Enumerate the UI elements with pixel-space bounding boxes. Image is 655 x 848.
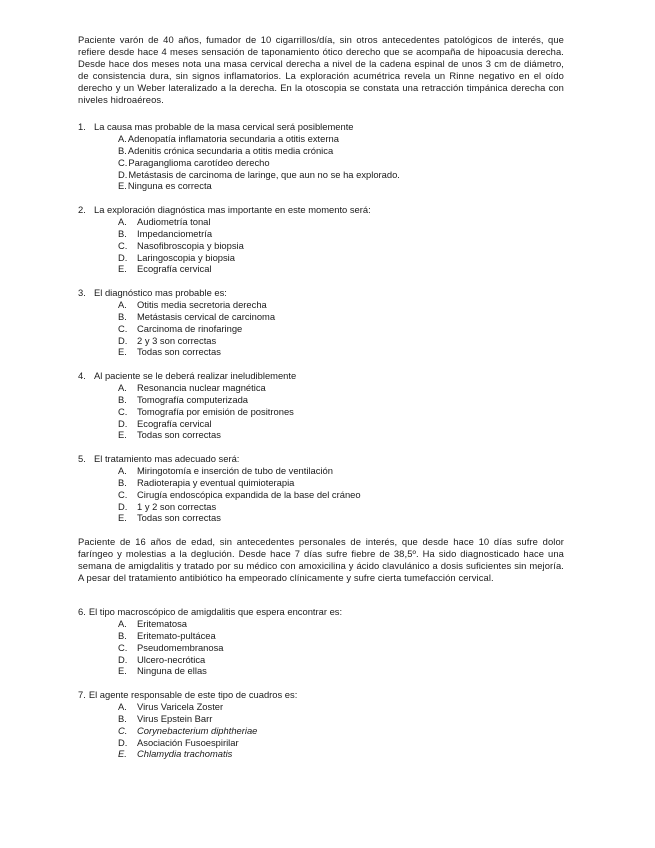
question-number: 7.: [78, 689, 86, 700]
option-b: B.Adenitis crónica secundaria a otitis media crónica: [118, 144, 334, 156]
question-5: [78, 453, 239, 465]
option-a: A.Adenopatía inflamatoria secundaria a otitis externa: [118, 133, 339, 144]
option-e: E. Ecografía cervical: [118, 263, 212, 275]
question-4: [78, 370, 296, 382]
option-b: B. Virus Epstein Barr: [118, 712, 213, 724]
option-a: A. Audiometría tonal: [118, 216, 211, 227]
option-d: D. Asociación Fusoespirilar: [118, 736, 239, 748]
option-b: B. Metástasis cervical de carcinoma: [118, 310, 276, 322]
question-number: 2.: [78, 204, 86, 215]
option-d: D. 1 y 2 son correctas: [118, 500, 217, 512]
question-number: 6.: [78, 606, 86, 617]
question-6-options: [118, 618, 224, 677]
question-4-options: [118, 382, 294, 441]
option-a: A. Resonancia nuclear magnética: [118, 382, 266, 393]
question-2: [78, 204, 371, 216]
option-a: A. Miringotomía e inserción de tubo de ventilación: [118, 465, 333, 476]
option-d: D. Laringoscopia y biopsia: [118, 251, 235, 263]
option-b: B. Eritemato-pultácea: [118, 629, 216, 641]
question-text: La causa mas probable de la masa cervical será posiblemente: [94, 121, 354, 132]
option-b: B. Radioterapia y eventual quimioterapia: [118, 476, 295, 488]
question-5-options: [118, 465, 361, 524]
option-d: D. 2 y 3 son correctas: [118, 334, 217, 346]
option-e: E. Chlamydia trachomatis: [118, 748, 233, 760]
option-c: C.Paraganglioma carotídeo derecho: [118, 156, 270, 168]
question-number: 3.: [78, 287, 86, 298]
case-1-paragraph: Paciente varón de 40 años, fumador de 10 cigarrillos/día, sin otros antecedentes patológicos de interés, que refiere desde hace 4 meses sensación de taponamiento ótico derecho que se acompaña de hipoacusia derecha. Desde hace dos meses nota una masa cervical derecha a nivel de la cadena espinal de unos 3 cm de diámetro, de consistencia dura, sin signos inflamatorios. La exploración acumétrica revela un Rinne negativo en el oído derecho y un Weber lateralizado a la derecha. En la otoscopia se constata una retracción timpánica derecha con niveles hidroaéreos.: [78, 34, 564, 106]
option-d: D.Metástasis de carcinoma de laringe, que aun no se ha explorado.: [118, 168, 400, 180]
option-c: C. Pseudomembranosa: [118, 641, 224, 653]
option-c: C. Nasofibroscopia y biopsia: [118, 239, 244, 251]
option-c: C. Corynebacterium diphtheriae: [118, 724, 258, 736]
option-a: A. Eritematosa: [118, 618, 188, 629]
option-e: E. Todas son correctas: [118, 512, 221, 524]
question-3: [78, 287, 227, 299]
question-text: Al paciente se le deberá realizar ineludiblemente: [94, 370, 297, 381]
question-1-options: [118, 133, 400, 192]
option-c: C. Carcinoma de rinofaringe: [118, 322, 243, 334]
option-e: E. Todas son correctas: [118, 429, 221, 441]
question-number: 5.: [78, 453, 86, 464]
question-number: 1.: [78, 121, 86, 132]
option-c: C. Cirugía endoscópica expandida de la base del cráneo: [118, 488, 361, 500]
question-7: [78, 689, 297, 701]
option-d: D. Ulcero-necrótica: [118, 653, 206, 665]
option-e: E. Ninguna de ellas: [118, 665, 207, 677]
option-e: E.Ninguna es correcta: [118, 180, 212, 192]
question-1: [78, 121, 354, 133]
option-a: A. Virus Varicela Zoster: [118, 701, 224, 712]
question-text: La exploración diagnóstica mas importante en este momento será:: [94, 204, 371, 215]
question-2-options: [118, 216, 244, 275]
question-3-options: [118, 299, 275, 358]
question-number: 4.: [78, 370, 86, 381]
question-text: El tipo macroscópico de amigdalitis que espera encontrar es:: [88, 606, 343, 617]
question-text: El agente responsable de este tipo de cuadros es:: [88, 689, 298, 700]
question-7-options: [118, 701, 257, 760]
question-text: El diagnóstico mas probable es:: [94, 287, 227, 298]
case-2-paragraph: Paciente de 16 años de edad, sin antecedentes personales de interés, que desde hace 10 días sufre dolor faríngeo y molestias a la deglución. Desde hace 7 días sufre fiebre de 38,5º. Ha sido diagnosticado hace una semana de amigdalitis y tratado por su médico con amoxicilina y ácido clavulánico a dosis suficientes sin mejoría. A pesar del tratamiento antibiótico ha empeorado clínicamente y sufre cierta tumefacción cervical.: [78, 536, 564, 584]
option-c: C. Tomografía por emisión de positrones: [118, 405, 294, 417]
question-text: El tratamiento mas adecuado será:: [94, 453, 240, 464]
option-b: B. Tomografía computerizada: [118, 393, 248, 405]
option-b: B. Impedanciometría: [118, 227, 213, 239]
option-e: E. Todas son correctas: [118, 346, 221, 358]
option-d: D. Ecografía cervical: [118, 417, 212, 429]
option-a: A. Otitis media secretoria derecha: [118, 299, 267, 310]
question-6: [78, 606, 342, 618]
